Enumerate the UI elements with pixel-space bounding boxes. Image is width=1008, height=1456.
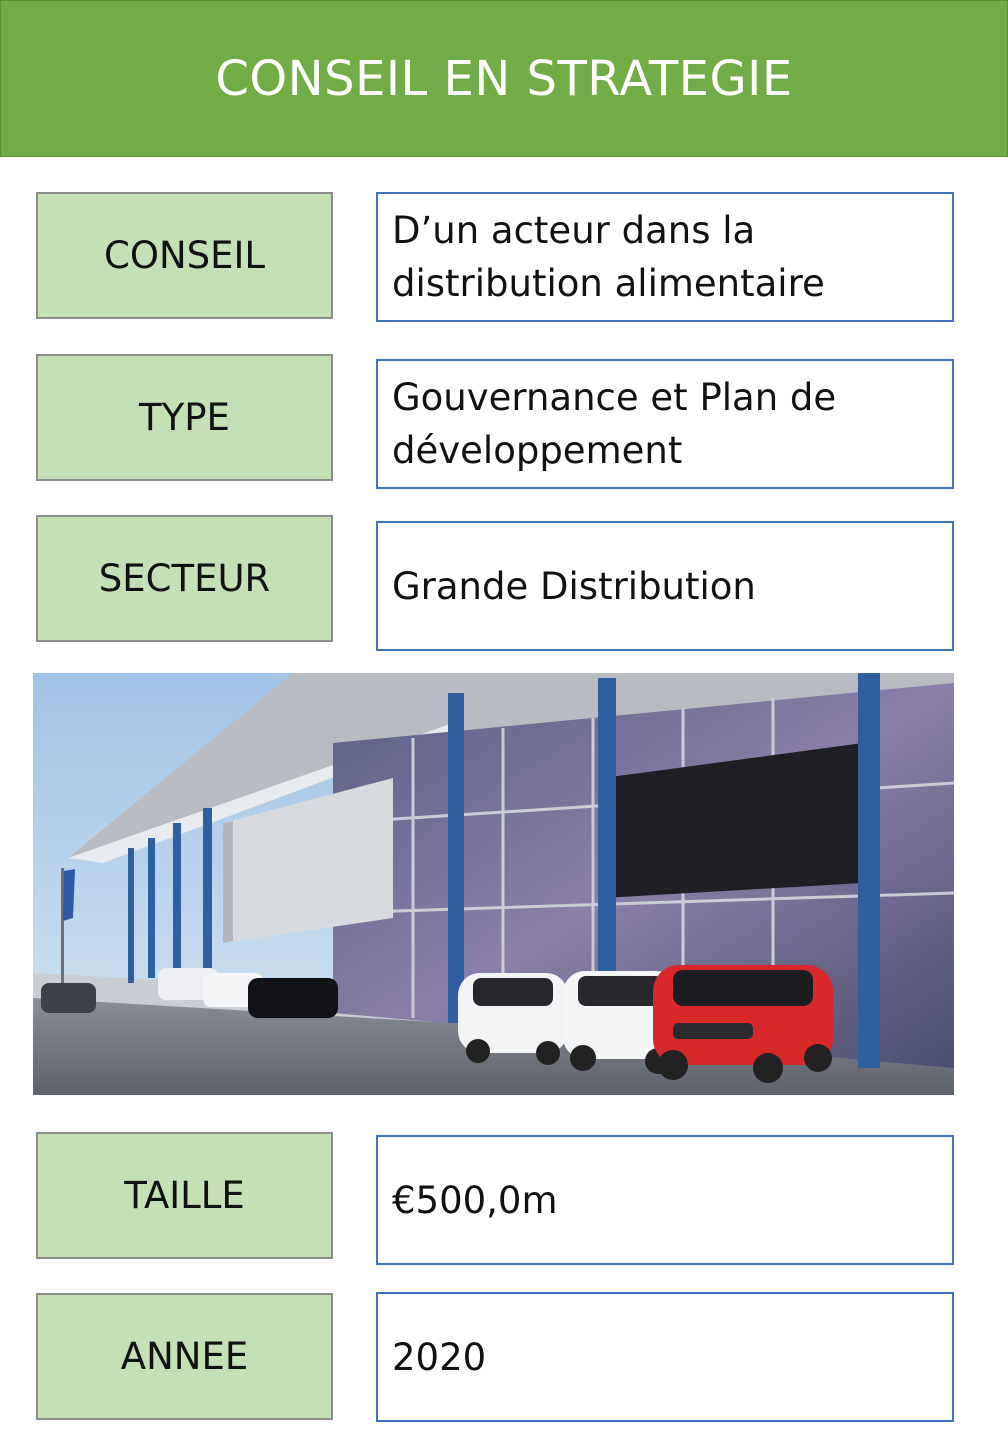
value-conseil: D’un acteur dans la distribution alimentaire (376, 192, 954, 322)
value-secteur: Grande Distribution (376, 521, 954, 651)
value-annee: 2020 (376, 1292, 954, 1422)
page-title: CONSEIL EN STRATEGIE (215, 50, 793, 107)
label-annee: ANNEE (36, 1293, 333, 1420)
value-taille: €500,0m (376, 1135, 954, 1265)
label-type: TYPE (36, 354, 333, 481)
value-type: Gouvernance et Plan de développement (376, 359, 954, 489)
label-conseil: CONSEIL (36, 192, 333, 319)
page-header (0, 0, 1008, 157)
dealership-photo (33, 673, 954, 1095)
label-secteur: SECTEUR (36, 515, 333, 642)
label-taille: TAILLE (36, 1132, 333, 1259)
